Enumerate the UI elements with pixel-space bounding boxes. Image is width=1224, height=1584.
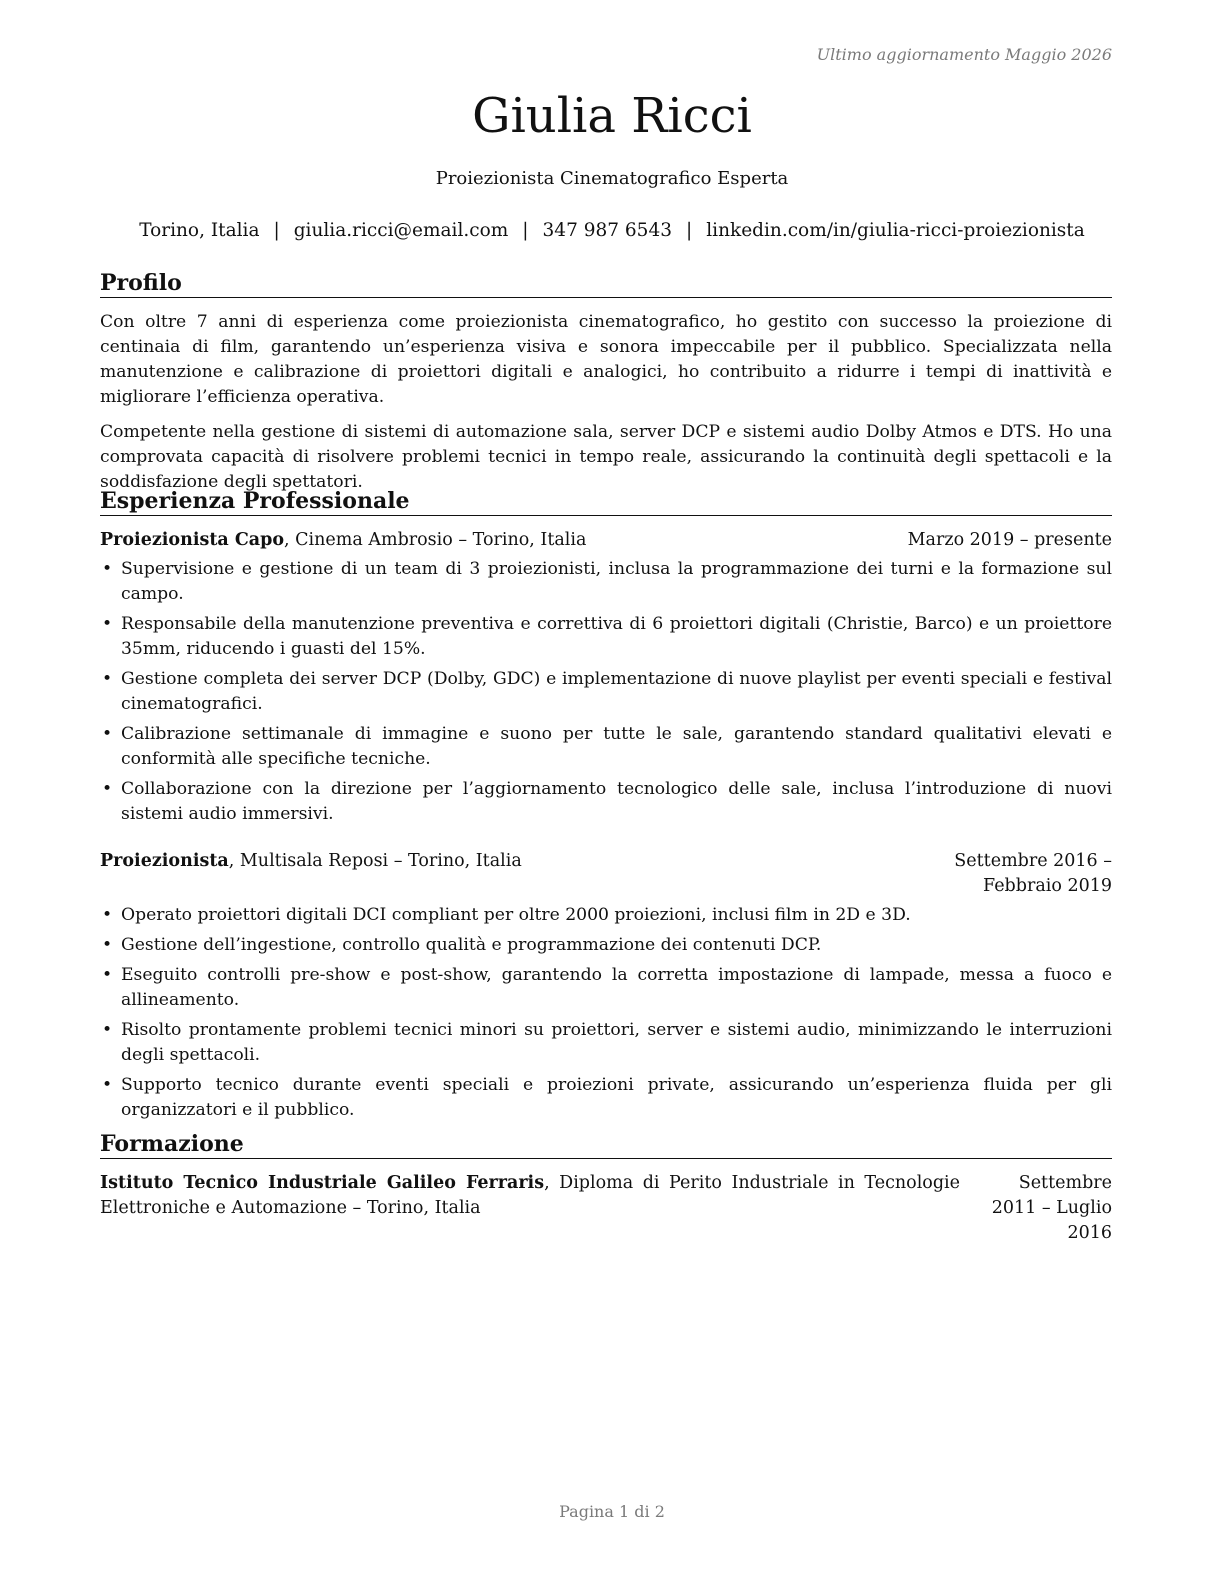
list-item: • Calibrazione settimanale di immagine e suono per tutte le sale, garantendo standard qualitativi elevati e conformità alle specifiche tecniche. [100, 722, 1112, 772]
contact-phone[interactable]: 347 987 6543 [542, 220, 672, 241]
profile-paragraph: Competente nella gestione di sistemi di automazione sala, server DCP e sistemi audio Dolby Atmos e DTS. Ho una comprovata capacità di risolvere problemi tecnici in tempo reale, assicurando la continuità degli spettacoli e la soddisfazione degli spettatori. [100, 422, 1112, 492]
job-bullets [100, 557, 1112, 827]
education-degree: , Diploma di Perito Industriale in Tecnologie Elettroniche e Automazione – Torino, Italia [100, 1173, 960, 1218]
job-role-line [100, 528, 586, 553]
profile-section [100, 270, 1112, 505]
page-number: Pagina 1 di 2 [559, 1502, 665, 1521]
education-school-line [100, 1171, 960, 1246]
list-item: • Responsabile della manutenzione preventiva e correttiva di 6 proiettori digitali (Christie, Barco) e un proiettore 35mm, riducendo i guasti del 15%. [100, 612, 1112, 662]
list-item: • Eseguito controlli pre-show e post-show, garantendo la corretta impostazione di lampade, messa a fuoco e allineamento. [100, 963, 1112, 1013]
candidate-name: Giulia Ricci [472, 88, 752, 144]
section-title-profile: Profilo [100, 270, 1112, 298]
section-title-education: Formazione [100, 1131, 1112, 1159]
list-item: • Operato proiettori digitali DCI compliant per oltre 2000 proiezioni, inclusi film in 2D e 3D. [100, 903, 1112, 928]
list-item: • Gestione dell’ingestione, controllo qualità e programmazione dei contenuti DCP. [100, 933, 1112, 958]
contact-location: Torino, Italia [139, 220, 260, 241]
job-role: Proiezionista Capo [100, 530, 285, 550]
experience-section [100, 488, 1112, 1133]
profile-paragraph: Con oltre 7 anni di esperienza come proiezionista cinematografico, ho gestito con successo la proiezione di centinaia di film, garantendo un’esperienza visiva e sonora impeccabile per il pubblico. Specializzata nella manutenzione e calibrazione di proiettori digitali e analogici, ho contribuito a ridurre i tempi di inattività e migliorare l’efficienza operativa. [100, 312, 1112, 407]
candidate-title: Proiezionista Cinematografico Esperta [435, 168, 789, 189]
job-header [100, 849, 1112, 899]
job-role-line [100, 849, 522, 899]
job-header [100, 528, 1112, 553]
list-item: • Supporto tecnico durante eventi speciali e proiezioni private, assicurando un’esperienza fluida per gli organizzatori e il pubblico. [100, 1073, 1112, 1123]
list-item: • Risolto prontamente problemi tecnici minori su proiettori, server e sistemi audio, minimizzando le interruzioni degli spettacoli. [100, 1018, 1112, 1068]
job-place: , Multisala Reposi – Torino, Italia [228, 851, 522, 871]
education-school: Istituto Tecnico Industriale Galileo Ferraris [100, 1173, 545, 1193]
job-role: Proiezionista [100, 851, 229, 871]
last-updated: Ultimo aggiornamento Maggio 2026 [816, 45, 1112, 64]
list-item: • Supervisione e gestione di un team di 3 proiezionisti, inclusa la programmazione dei turni e la formazione sul campo. [100, 557, 1112, 607]
contact-separator: | [522, 220, 529, 241]
education-entry [100, 1171, 1112, 1246]
job-dates: Settembre 2016 – Febbraio 2019 [954, 851, 1112, 896]
job-place: , Cinema Ambrosio – Torino, Italia [284, 530, 587, 550]
education-section [100, 1131, 1112, 1250]
job-dates: Marzo 2019 – presente [907, 530, 1112, 550]
contact-line [0, 220, 1224, 241]
job-bullets [100, 903, 1112, 1123]
list-item: • Collaborazione con la direzione per l’aggiornamento tecnologico delle sale, inclusa l’introduzione di nuovi sistemi audio immersivi. [100, 777, 1112, 827]
list-item: • Gestione completa dei server DCP (Dolby, GDC) e implementazione di nuove playlist per eventi speciali e festival cinematografici. [100, 667, 1112, 717]
contact-separator: | [273, 220, 280, 241]
section-title-experience: Esperienza Professionale [100, 488, 1112, 516]
contact-separator: | [686, 220, 693, 241]
contact-linkedin[interactable]: linkedin.com/in/giulia-ricci-proiezionista [706, 220, 1085, 241]
education-dates: Settembre 2011 – Luglio 2016 [991, 1173, 1112, 1243]
contact-email[interactable]: giulia.ricci@email.com [293, 220, 509, 241]
